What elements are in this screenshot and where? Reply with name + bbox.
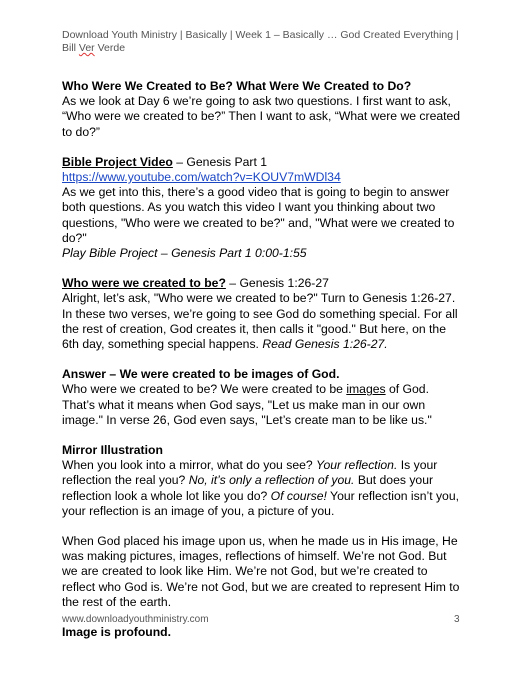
video-text: As we get into this, there’s a good video that is going to begin to answer both questions. As you watch this video I want you thinking about two questions, "Who were we created to be?" and, "What were we created to do?" (62, 185, 455, 245)
page-header (62, 29, 462, 55)
header-author-first: Bill (62, 42, 79, 54)
answer-heading: Answer – We were created to be images of God. (62, 367, 340, 382)
profound-heading: Image is profound. (62, 625, 172, 640)
document-body (62, 79, 464, 640)
mirror-t3: But does your reflection look a whole lot like you do? (62, 473, 434, 503)
who-heading-line (62, 276, 464, 291)
who-heading: Who were we created to be? (62, 276, 226, 291)
who-text (62, 291, 464, 352)
mirror-t1: When you look into a mirror, what do you see? (62, 458, 317, 473)
who-text-body: Alright, let’s ask, "Who were we created to be?" Turn to Genesis 1:26-27. In these two verses, we’re going to see God do something special. For all the rest of creation, God creates it, then calls it "good." But here, on the 6th day, something special happens. (62, 291, 458, 352)
video-play-note: Play Bible Project – Genesis Part 1 0:00-1:55 (62, 246, 307, 261)
mirror-i2: No, it’s only a reflection of you. (188, 473, 355, 488)
mirror-t4: Your reflection isn’t you, your reflection is an image of you, a picture of you. (62, 488, 459, 518)
mirror-text (62, 458, 464, 519)
section-heading-created: Who Were We Created to Be? What Were We Created to Do? (62, 79, 412, 93)
video-link[interactable]: https://www.youtube.com/watch?v=KOUV7mWDl34 (62, 170, 341, 185)
page-number: 3 (454, 614, 460, 625)
mirror-heading: Mirror Illustration (62, 443, 163, 458)
video-heading-line (62, 155, 464, 170)
header-author-flagged: Ver (78, 42, 95, 54)
footer-url: www.downloadyouthministry.com (62, 614, 209, 625)
answer-text (62, 382, 464, 428)
video-heading: Bible Project Video (62, 154, 173, 169)
image-paragraph: When God placed his image upon us, when he made us in His image, He was making pictures, images, reflections of himself. We’re not God. But we are created to look like Him. We’re not God, but we’re created to reflect who God is. We’re not God, but we are created to represent Him to the rest of the earth. (62, 534, 460, 609)
who-heading-rest: – Genesis 1:26-27 (225, 276, 329, 291)
mirror-i3: Of course! (270, 488, 327, 503)
section-text-created: As we look at Day 6 we’re going to ask two questions. I first want to ask, “Who were we created to be?” Then I want to ask, “What were we created to do?” (62, 94, 461, 139)
header-line-1: Download Youth Ministry | Basically | Week 1 – Basically … God Created Everything | (62, 29, 459, 41)
mirror-t2: Is your reflection the real you? (62, 458, 438, 488)
answer-text-b: of God. That’s what it means when God says, "Let us make man in our own image." In verse 26, God even says, "Let’s create man to be like us." (62, 382, 432, 427)
answer-text-images: images (346, 382, 386, 397)
header-line-2 (62, 42, 462, 55)
answer-text-a: Who were we created to be? We were created to be (62, 382, 347, 397)
video-heading-rest: – Genesis Part 1 (172, 154, 268, 169)
mirror-i1: Your reflection. (316, 458, 398, 473)
who-read-note: Read Genesis 1:26-27. (262, 337, 388, 352)
header-author-last: Verde (94, 42, 126, 54)
